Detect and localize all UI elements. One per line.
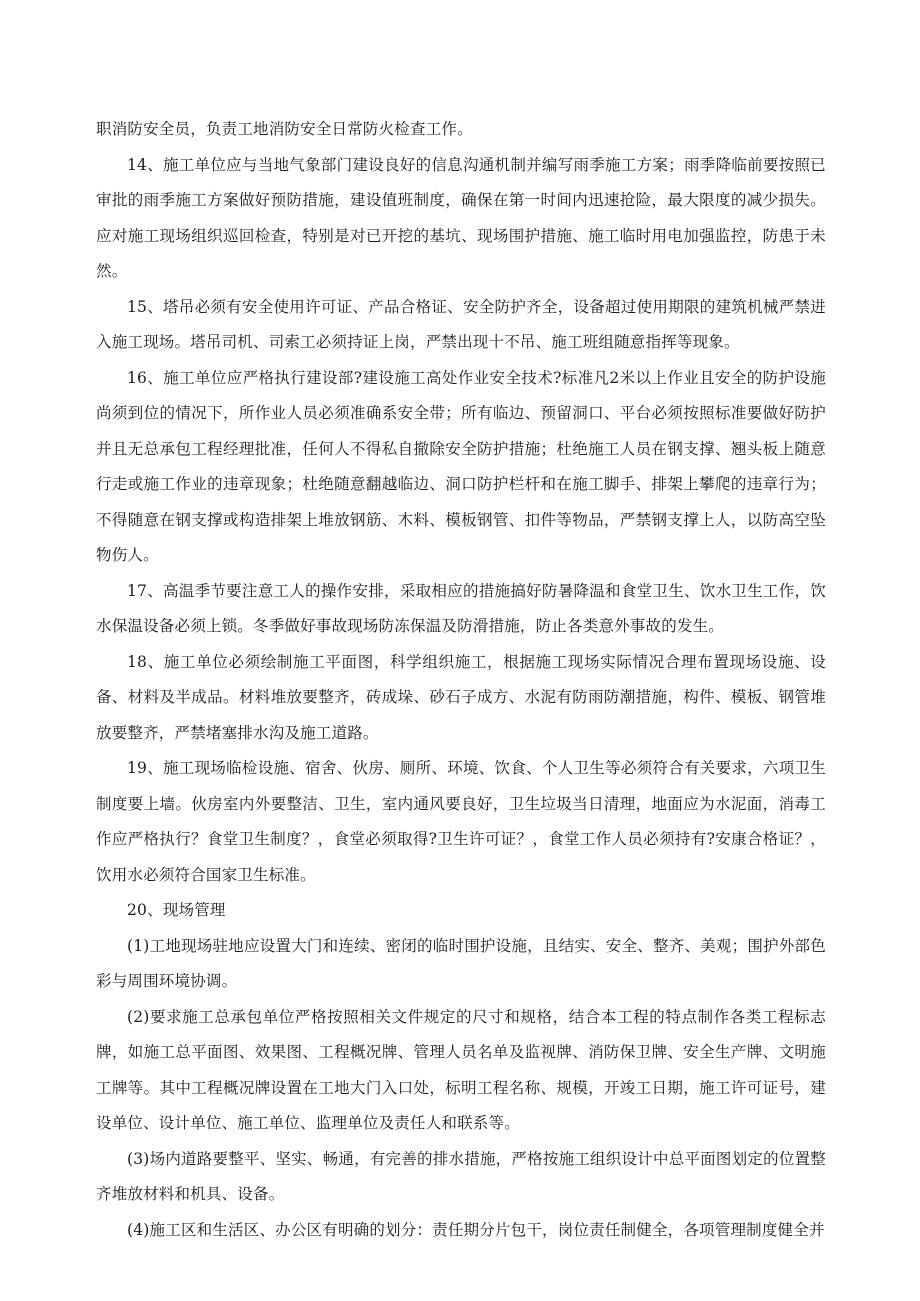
paragraph-item-17: 17、高温季节要注意工人的操作安排，采取相应的措施搞好防暑降温和食堂卫生、饮水卫生工作，饮水保温设备必须上锁。冬季做好事故现场防冻保温及防滑措施，防止各类意外事故的发生。 xyxy=(96,581,826,635)
paragraph-subitem-1: (1)工地现场驻地应设置大门和连续、密闭的临时围护设施，且结实、安全、整齐、美观；围护外部色彩与周围环境协调。 xyxy=(96,936,826,990)
paragraph-item-14: 14、施工单位应与当地气象部门建设良好的信息沟通机制并编写雨季施工方案；雨季降临前要按照已审批的雨季施工方案做好预防措施，建设值班制度，确保在第一时间内迅速抢险，最大限度的减少损失。应对施工现场组织巡回检查，特别是对已开挖的基坑、现场围护措施、施工临时用电加强监控，防患于未然。 xyxy=(96,155,826,280)
paragraph-item-18: 18、施工单位必须绘制施工平面图，科学组织施工，根据施工现场实际情况合理布置现场设施、设备、材料及半成品。材料堆放要整齐，砖成垛、砂石子成方、水泥有防雨防潮措施，构件、模板、钢管堆放要整齐，严禁堵塞排水沟及施工道路。 xyxy=(96,652,826,742)
paragraph-item-16: 16、施工单位应严格执行建设部?建设施工高处作业安全技术?标准凡2米以上作业且安全的防护设施尚须到位的情况下，所作业人员必须准确系安全带；所有临边、预留洞口、平台必须按照标准要做好防护并且无总承包工程经理批准，任何人不得私自撤除安全防护措施；杜绝施工人员在钢支撑、翘头板上随意行走或施工作业的违章现象；杜绝随意翻越临边、洞口防护栏杆和在施工脚手、排架上攀爬的违章行为；不得随意在钢支撑或构造排架上堆放钢筋、木料、模板钢管、扣件等物品，严禁钢支撑上人，以防高空坠物伤人。 xyxy=(96,368,826,564)
section-heading-20: 20、现场管理 xyxy=(127,901,226,919)
paragraph-subitem-2: (2)要求施工总承包单位严格按照相关文件规定的尺寸和规格，结合本工程的特点制作各类工程标志牌，如施工总平面图、效果图、工程概况牌、管理人员名单及监视牌、消防保卫牌、安全生产牌、文明施工牌等。其中工程概况牌设置在工地大门入口处，标明工程名称、规模，开竣工日期，施工许可证号，建设单位、设计单位、施工单位、监理单位及责任人和联系等。 xyxy=(96,1007,826,1132)
paragraph-subitem-4: (4)施工区和生活区、办公区有明确的划分：责任期分片包干，岗位责任制健全，各项管理制度健全并 xyxy=(127,1220,825,1239)
paragraph-continued: 职消防安全员，负责工地消防安全日常防火检查工作。 xyxy=(96,120,473,138)
paragraph-subitem-3: (3)场内道路要整平、坚实、畅通，有完善的排水措施，严格按施工组织设计中总平面图划定的位置整齐堆放材料和机具、设备。 xyxy=(96,1149,826,1203)
paragraph-item-19: 19、施工现场临检设施、宿舍、伙房、厕所、环境、饮食、个人卫生等必须符合有关要求，六项卫生制度要上墙。伙房室内外要整洁、卫生，室内通风要良好，卫生垃圾当日清理，地面应为水泥面，消毒工作应严格执行？食堂卫生制度？，食堂必须取得?卫生许可证？，食堂工作人员必须持有?安康合格证？，饮用水必须符合国家卫生标准。 xyxy=(96,759,826,884)
document-body xyxy=(96,112,826,1248)
paragraph-item-15: 15、塔吊必须有安全使用许可证、产品合格证、安全防护齐全，设备超过使用期限的建筑机械严禁进入施工现场。塔吊司机、司索工必须持证上岗，严禁出现十不吊、施工班组随意指挥等现象。 xyxy=(96,297,826,351)
